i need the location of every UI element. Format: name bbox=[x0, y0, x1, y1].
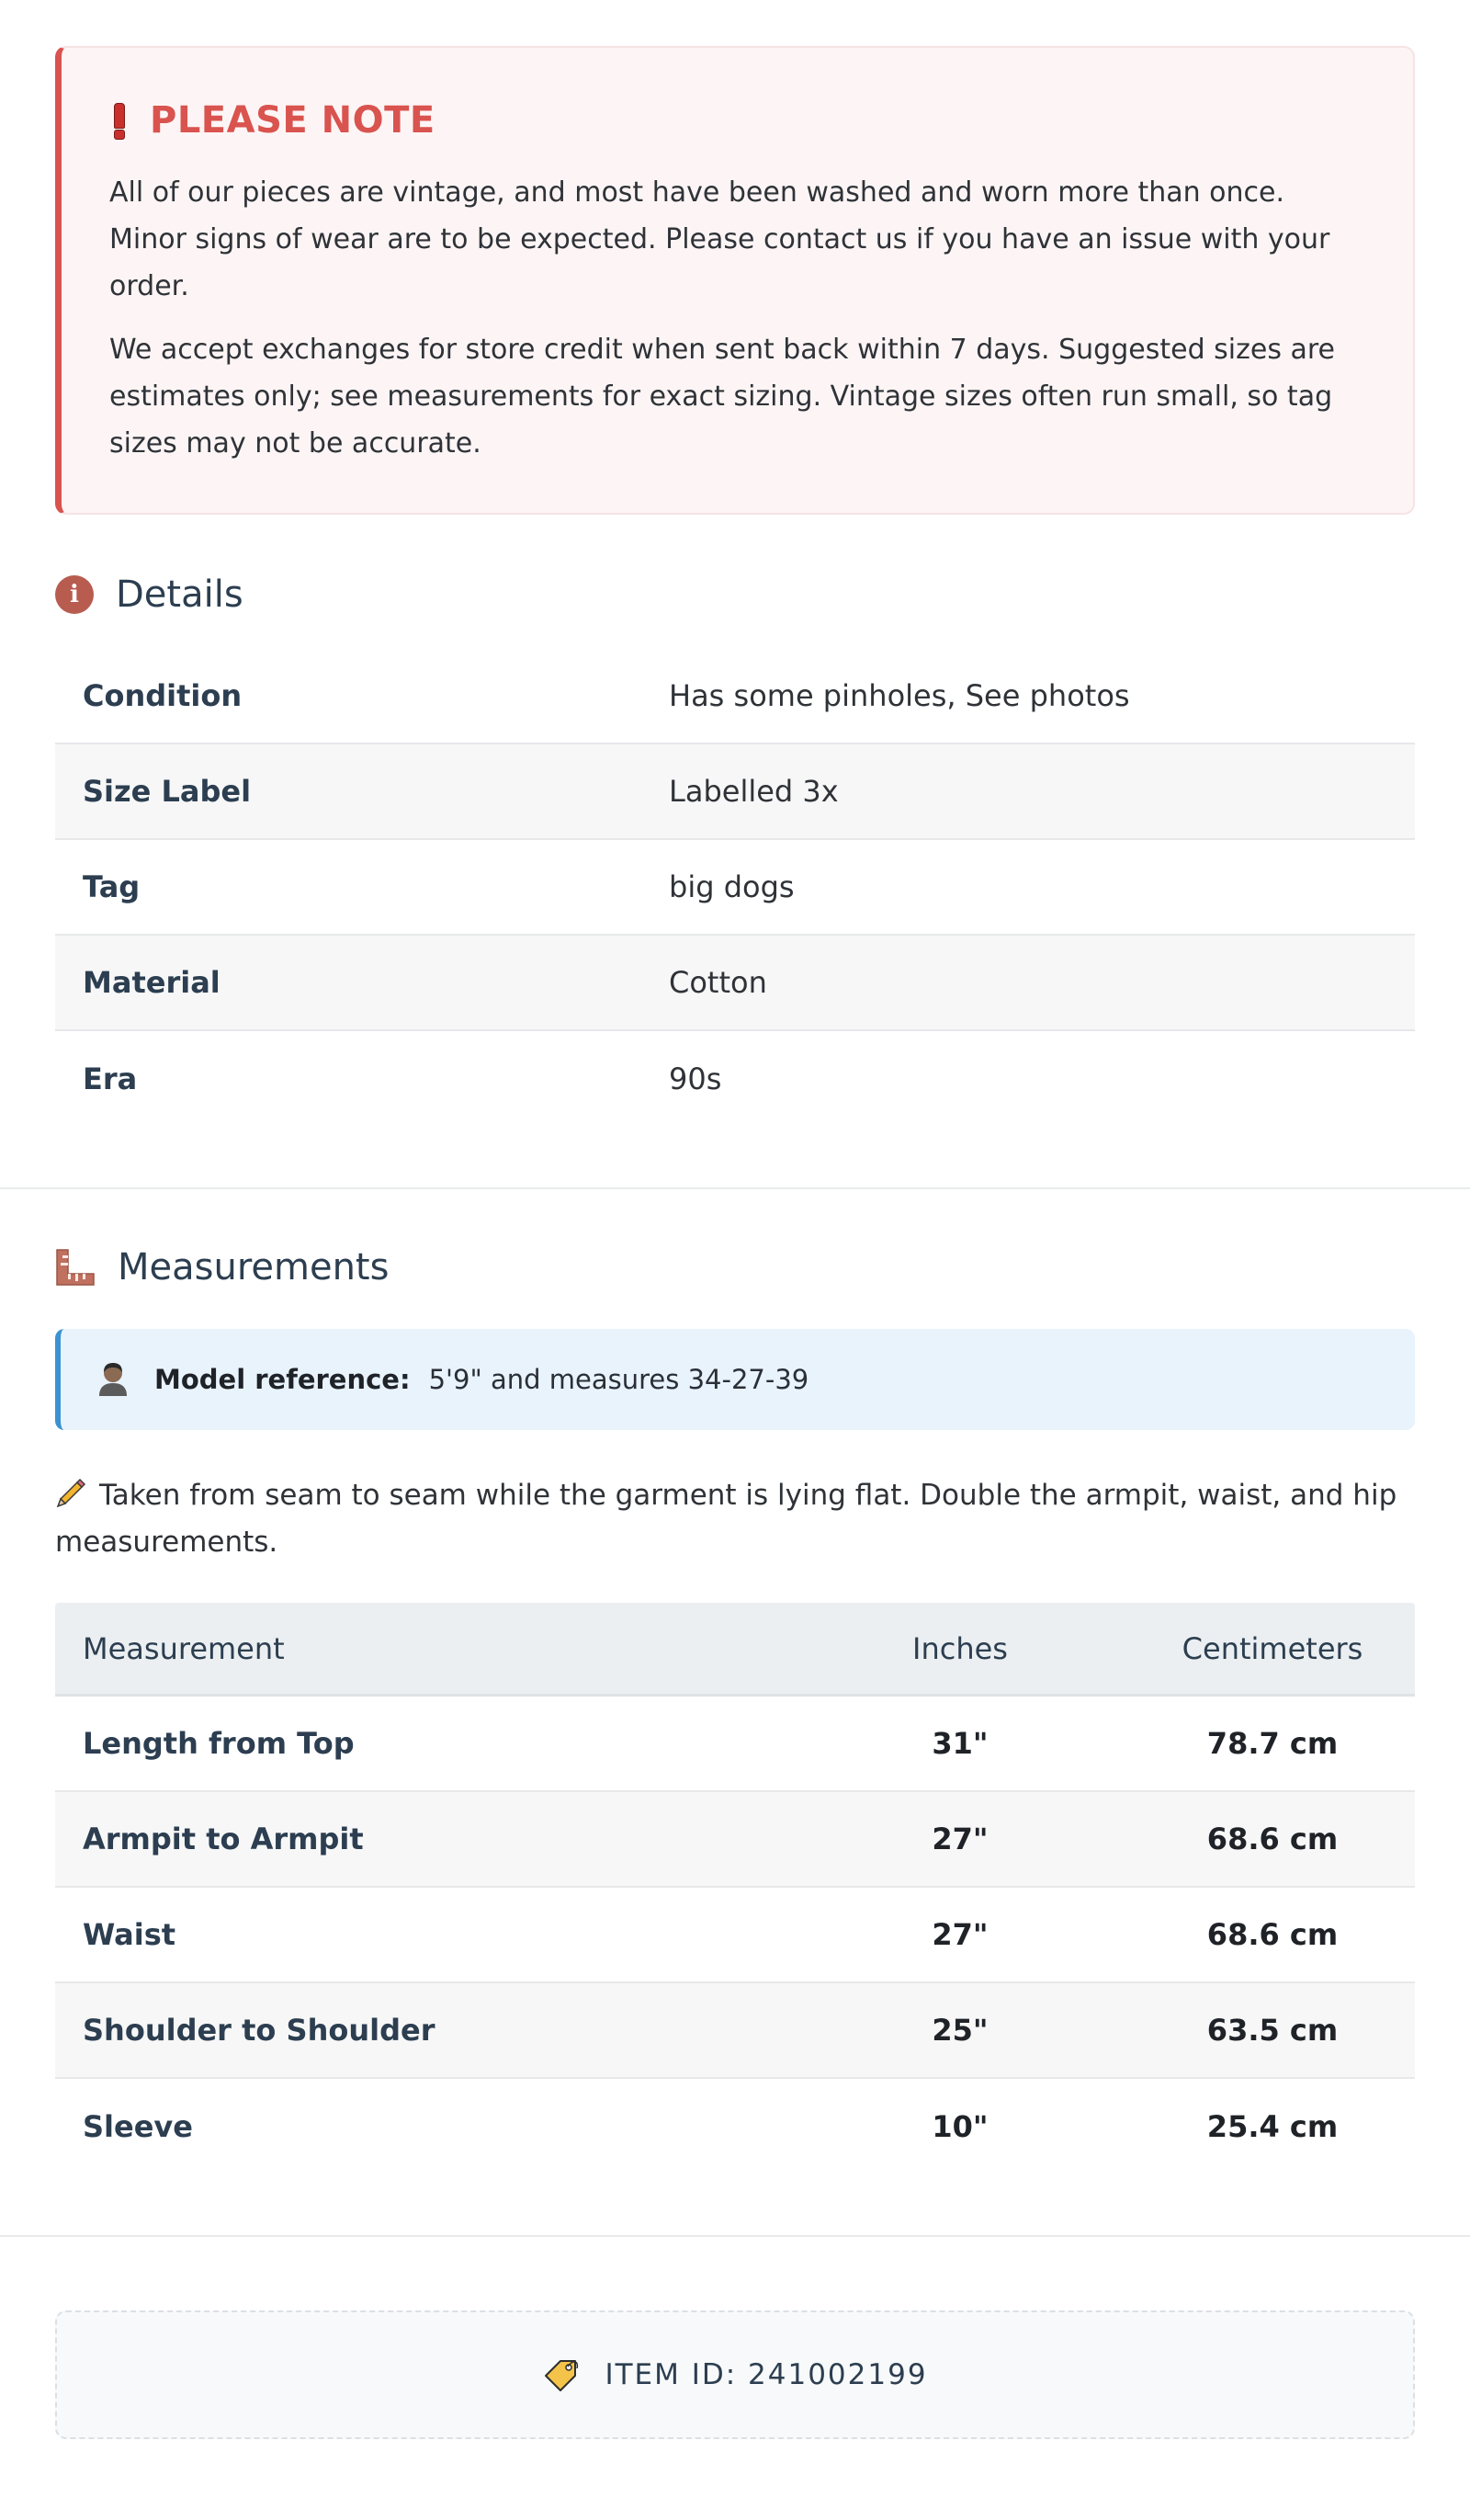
page-bottom-spacer bbox=[0, 2439, 1470, 2494]
measurement-name: Shoulder to Shoulder bbox=[83, 2013, 435, 2048]
measurements-table-header bbox=[55, 1603, 1415, 1697]
measurement-cm: 68.6 cm bbox=[1206, 1822, 1339, 1856]
measurements-section bbox=[0, 1246, 1470, 2174]
table-row bbox=[55, 840, 1415, 936]
model-reference-box bbox=[55, 1329, 1415, 1430]
table-row bbox=[55, 2079, 1415, 2174]
measurement-inches: 31" bbox=[932, 1726, 989, 1761]
table-row bbox=[55, 649, 1415, 744]
measurement-name: Waist bbox=[83, 1917, 176, 1952]
measurements-table bbox=[55, 1603, 1415, 2174]
section-divider bbox=[0, 2235, 1470, 2237]
notice-title: PLEASE NOTE bbox=[150, 99, 435, 142]
detail-label: Tag bbox=[83, 869, 141, 904]
model-reference-label: Model reference: bbox=[154, 1364, 411, 1395]
item-id-label: ITEM ID: 241002199 bbox=[605, 2358, 928, 2391]
column-header-centimeters: Centimeters bbox=[1182, 1630, 1363, 1666]
measurement-name: Armpit to Armpit bbox=[83, 1822, 364, 1856]
measurement-inches: 27" bbox=[932, 1822, 989, 1856]
info-icon: i bbox=[55, 575, 94, 614]
please-note-box bbox=[55, 46, 1415, 515]
notice-paragraph-1: All of our pieces are vintage, and most have been washed and worn more than once. Minor signs of wear are to be expected. Please contact us if you have an issue with your order. bbox=[109, 176, 1330, 302]
measurement-cm: 63.5 cm bbox=[1206, 2013, 1339, 2048]
measurements-title: Measurements bbox=[118, 1246, 390, 1288]
detail-label: Size Label bbox=[83, 774, 252, 809]
model-reference-value: 5'9" and measures 34-27-39 bbox=[428, 1364, 809, 1395]
measurement-name: Sleeve bbox=[83, 2109, 193, 2144]
item-id-box bbox=[55, 2310, 1415, 2439]
table-row bbox=[55, 744, 1415, 840]
product-info-page bbox=[0, 46, 1470, 2494]
measurement-cm: 25.4 cm bbox=[1206, 2109, 1339, 2144]
measurements-header bbox=[55, 1246, 1415, 1288]
tag-icon bbox=[542, 2355, 581, 2394]
ruler-icon bbox=[55, 1248, 96, 1287]
detail-value: Has some pinholes, See photos bbox=[669, 678, 1130, 713]
detail-value: Cotton bbox=[669, 965, 767, 1000]
table-row bbox=[55, 1888, 1415, 1983]
measurement-name: Length from Top bbox=[83, 1726, 355, 1761]
person-icon bbox=[96, 1361, 130, 1398]
column-header-inches: Inches bbox=[912, 1630, 1008, 1666]
column-header-measurement: Measurement bbox=[83, 1630, 285, 1666]
notice-paragraph-2: We accept exchanges for store credit when sent back within 7 days. Suggested sizes are estimates only; see measurements for exact sizing. Vintage sizes often run small, so tag sizes may not be accurate. bbox=[109, 334, 1336, 460]
measurement-inches: 25" bbox=[932, 2013, 989, 2048]
measurement-cm: 78.7 cm bbox=[1206, 1726, 1339, 1761]
table-row bbox=[55, 1792, 1415, 1888]
detail-label: Era bbox=[83, 1061, 138, 1096]
notice-header bbox=[109, 99, 1365, 142]
pencil-icon bbox=[55, 1477, 86, 1508]
measurement-note bbox=[55, 1472, 1415, 1566]
measurement-inches: 10" bbox=[932, 2109, 989, 2144]
table-row bbox=[55, 936, 1415, 1031]
measurement-cm: 68.6 cm bbox=[1206, 1917, 1339, 1952]
table-row bbox=[55, 1697, 1415, 1792]
detail-value: 90s bbox=[669, 1061, 722, 1096]
detail-label: Material bbox=[83, 965, 220, 1000]
detail-value: big dogs bbox=[669, 869, 795, 904]
details-title: Details bbox=[116, 573, 243, 616]
table-row bbox=[55, 1031, 1415, 1127]
section-divider bbox=[0, 1187, 1470, 1189]
detail-value: Labelled 3x bbox=[669, 774, 839, 809]
detail-label: Condition bbox=[83, 678, 243, 713]
details-table bbox=[55, 649, 1415, 1127]
details-section bbox=[0, 573, 1470, 1127]
measurement-inches: 27" bbox=[932, 1917, 989, 1952]
measurement-note-text: Taken from seam to seam while the garment is lying flat. Double the armpit, waist, and hip measurements. bbox=[55, 1479, 1397, 1559]
exclamation-icon bbox=[109, 103, 126, 138]
details-header bbox=[55, 573, 1415, 616]
table-row bbox=[55, 1983, 1415, 2079]
